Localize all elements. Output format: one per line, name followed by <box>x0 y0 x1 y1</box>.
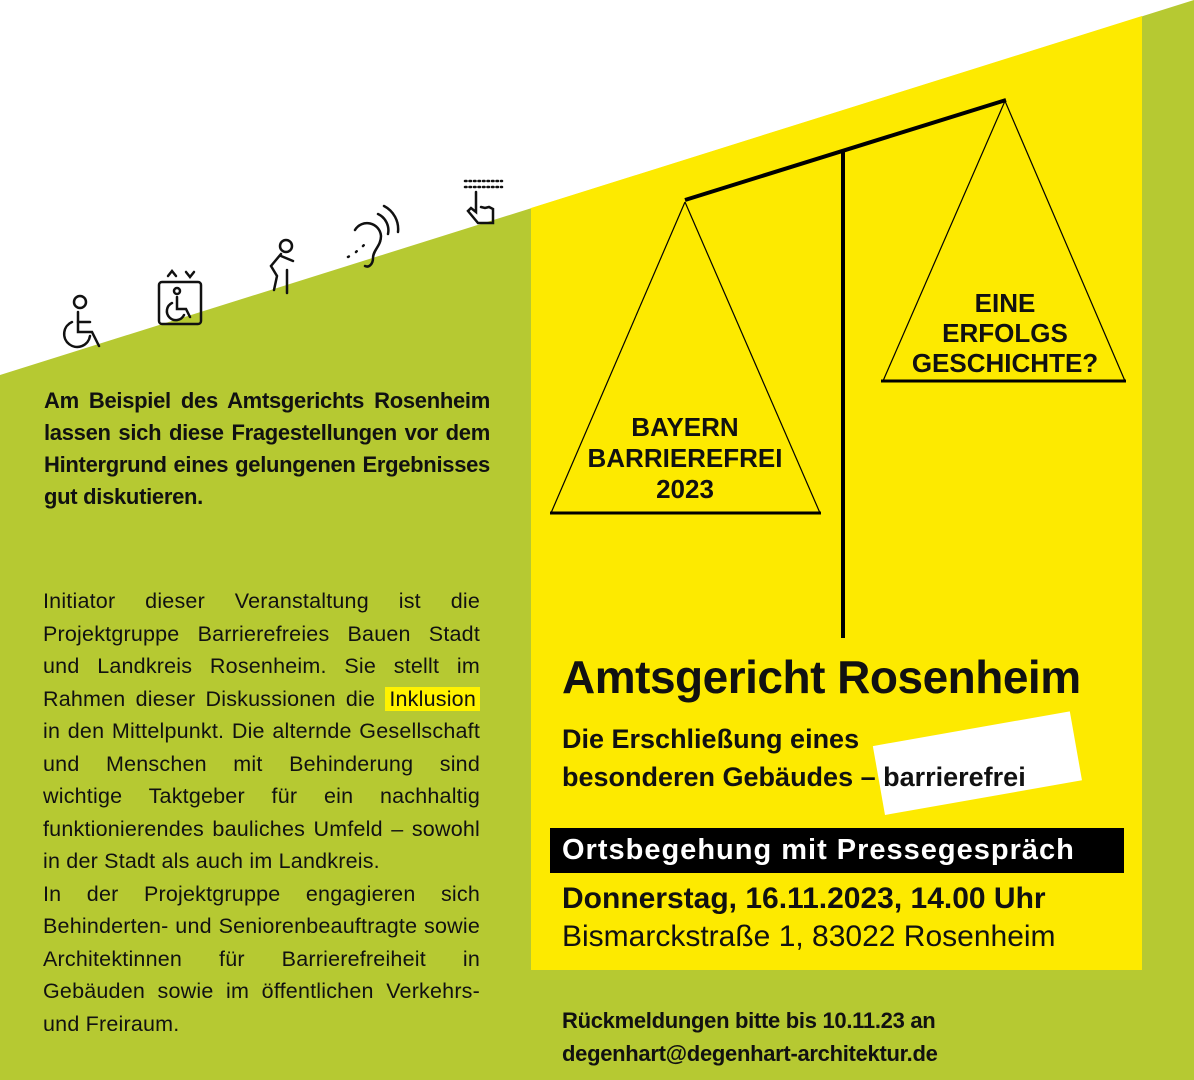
intro-text: Am Beispiel des Amtsgerichts Rosenheim lassen sich diese Fragestellungen vor dem Hintergrund eines gelungenen Ergebnisses gut diskutieren. <box>44 388 490 509</box>
left-pan-line: BAYERN <box>631 412 739 442</box>
rsvp-email-link[interactable]: degenhart@degenhart-architektur.de <box>562 1041 938 1066</box>
event-date: Donnerstag, 16.11.2023, 14.00 Uhr <box>562 882 1046 915</box>
rsvp-text: Rückmeldungen bitte bis 10.11.23 an <box>562 1008 936 1033</box>
page-title: Amtsgericht Rosenheim <box>562 651 1081 703</box>
braille-touch-icon <box>465 181 502 223</box>
wheelchair-icon <box>64 296 99 347</box>
subtitle-line1: Die Erschließung eines <box>562 724 860 754</box>
body-part2: in den Mittelpunkt. Die alternde Gesellschaft und Menschen mit Behinderung sind wichtige Taktgeber für ein nachhaltig funktionierendes bauliches Umfeld – sowohl in der Stadt als auch im Landkreis. <box>43 719 480 873</box>
subtitle <box>562 720 1026 796</box>
subtitle-line2: besonderen Gebäudes – <box>562 762 884 792</box>
right-pan-line: GESCHICHTE? <box>911 348 1099 378</box>
right-pan-line: ERFOLGS <box>942 318 1068 348</box>
subtitle-emphasis: barrierefrei <box>883 762 1026 792</box>
highlight-inklusion: Inklusion <box>385 687 480 711</box>
rsvp <box>562 1004 938 1070</box>
body-part3: In der Projektgruppe engagieren sich Behinderten- und Seniorenbeauftragte sowie Architektinnen für Barrierefreiheit in Gebäuden sowie im öffentlichen Verkehrs- und Freiraum. <box>43 881 480 1036</box>
event-banner: Ortsbegehung mit Pressegespräch <box>550 828 1124 873</box>
left-pan-line: BARRIEREFREI <box>587 443 783 473</box>
left-pan-line: 2023 <box>656 474 714 504</box>
event-address: Bismarckstraße 1, 83022 Rosenheim <box>562 920 1056 953</box>
body-text <box>43 585 480 1040</box>
right-pan-label <box>890 288 1120 378</box>
body-part1: Initiator dieser Veranstaltung ist die Projektgruppe Barrierefreies Bauen Stadt und Landkreis Rosenheim. Sie stellt im Rahmen dieser Diskussionen die <box>43 589 480 711</box>
left-pan-label <box>570 412 800 505</box>
right-pan-line: EINE <box>974 288 1036 318</box>
